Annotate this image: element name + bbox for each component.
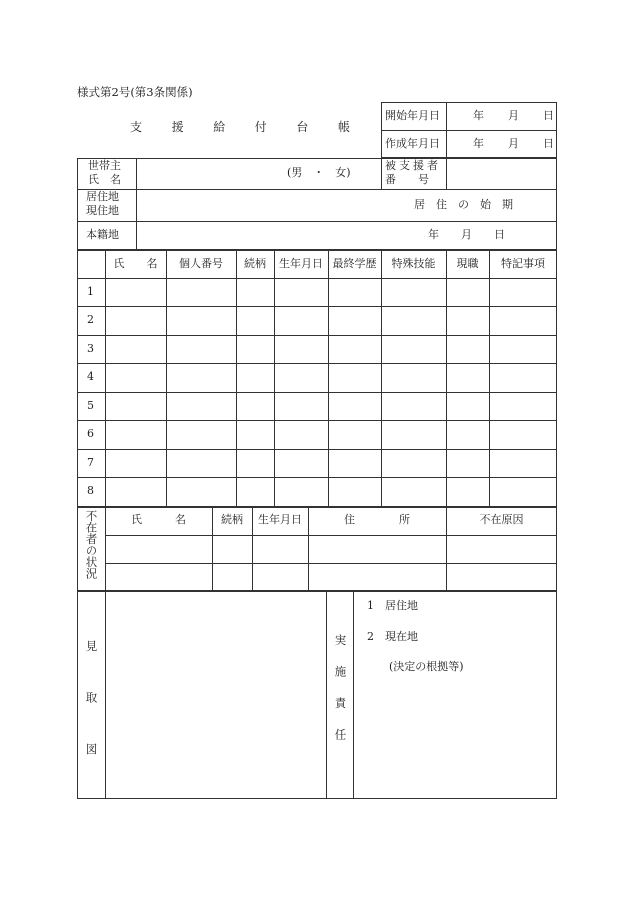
- responsible-label: 実施責任: [333, 634, 348, 760]
- title-char: 援: [171, 120, 184, 134]
- map-section: [77, 591, 557, 799]
- col-remarks: 特記事項: [501, 257, 545, 270]
- col-individual-number: 個人番号: [179, 257, 223, 270]
- map-label: 見取図: [84, 640, 99, 795]
- col-education: 最終学歴: [332, 257, 377, 270]
- row-number: 7: [87, 456, 94, 469]
- row-number: 6: [87, 427, 94, 440]
- col-current-job: 現職: [456, 257, 479, 270]
- title-char: 付: [254, 120, 267, 134]
- form-title: [130, 118, 350, 135]
- row-number: 5: [87, 399, 94, 412]
- recipient-number-label-1: 被支援者: [385, 159, 441, 172]
- start-year: 年: [473, 109, 484, 122]
- head-label-1: 世帯主: [88, 159, 121, 172]
- created-month: 月: [508, 137, 519, 150]
- honseki-label: 本籍地: [86, 228, 119, 241]
- head-label-2: 氏 名: [88, 173, 121, 186]
- address-label-1: 居住地: [86, 190, 119, 203]
- col-birthdate: 生年月日: [279, 257, 323, 270]
- address-label-2: 現住地: [86, 204, 119, 217]
- created-year: 年: [473, 137, 484, 150]
- absent-col-address: 住 所: [344, 513, 410, 526]
- row-number: 8: [87, 484, 94, 497]
- title-char: 支: [130, 120, 143, 134]
- row-number: 1: [87, 285, 94, 298]
- absent-col-birthdate: 生年月日: [258, 513, 302, 526]
- start-day: 日: [543, 109, 554, 122]
- col-name: 氏 名: [113, 257, 158, 270]
- residence-start-label: 居 住 の 始 期: [414, 198, 513, 211]
- created-date-label: 作成年月日: [385, 137, 440, 150]
- title-char: 台: [296, 120, 309, 134]
- residence-start-date: 年 月 日: [428, 228, 505, 241]
- absent-col-relationship: 続柄: [221, 513, 243, 526]
- row-number: 4: [87, 370, 94, 383]
- col-relationship: 続柄: [244, 257, 266, 270]
- row-number: 3: [87, 342, 94, 355]
- title-char: 給: [213, 120, 226, 134]
- absent-side-label: 不在者の状況: [84, 510, 99, 579]
- title-char: 帳: [337, 120, 350, 134]
- start-month: 月: [508, 109, 519, 122]
- members-table: [77, 250, 557, 507]
- col-special-skills: 特殊技能: [391, 257, 436, 270]
- map-item-current-location: 2 現在地: [367, 630, 418, 643]
- gender-options: (男 ・ 女): [287, 166, 351, 179]
- created-day: 日: [543, 137, 554, 150]
- absent-col-name: 氏 名: [131, 513, 186, 526]
- decision-basis: (決定の根拠等): [389, 660, 464, 673]
- row-number: 2: [87, 313, 94, 326]
- recipient-number-label-2: 番 号: [385, 173, 429, 186]
- map-item-residence: 1 居住地: [367, 599, 418, 612]
- form-number: 様式第2号(第3条関係): [77, 85, 193, 99]
- absent-col-reason: 不在原因: [479, 513, 524, 526]
- start-date-label: 開始年月日: [385, 109, 440, 122]
